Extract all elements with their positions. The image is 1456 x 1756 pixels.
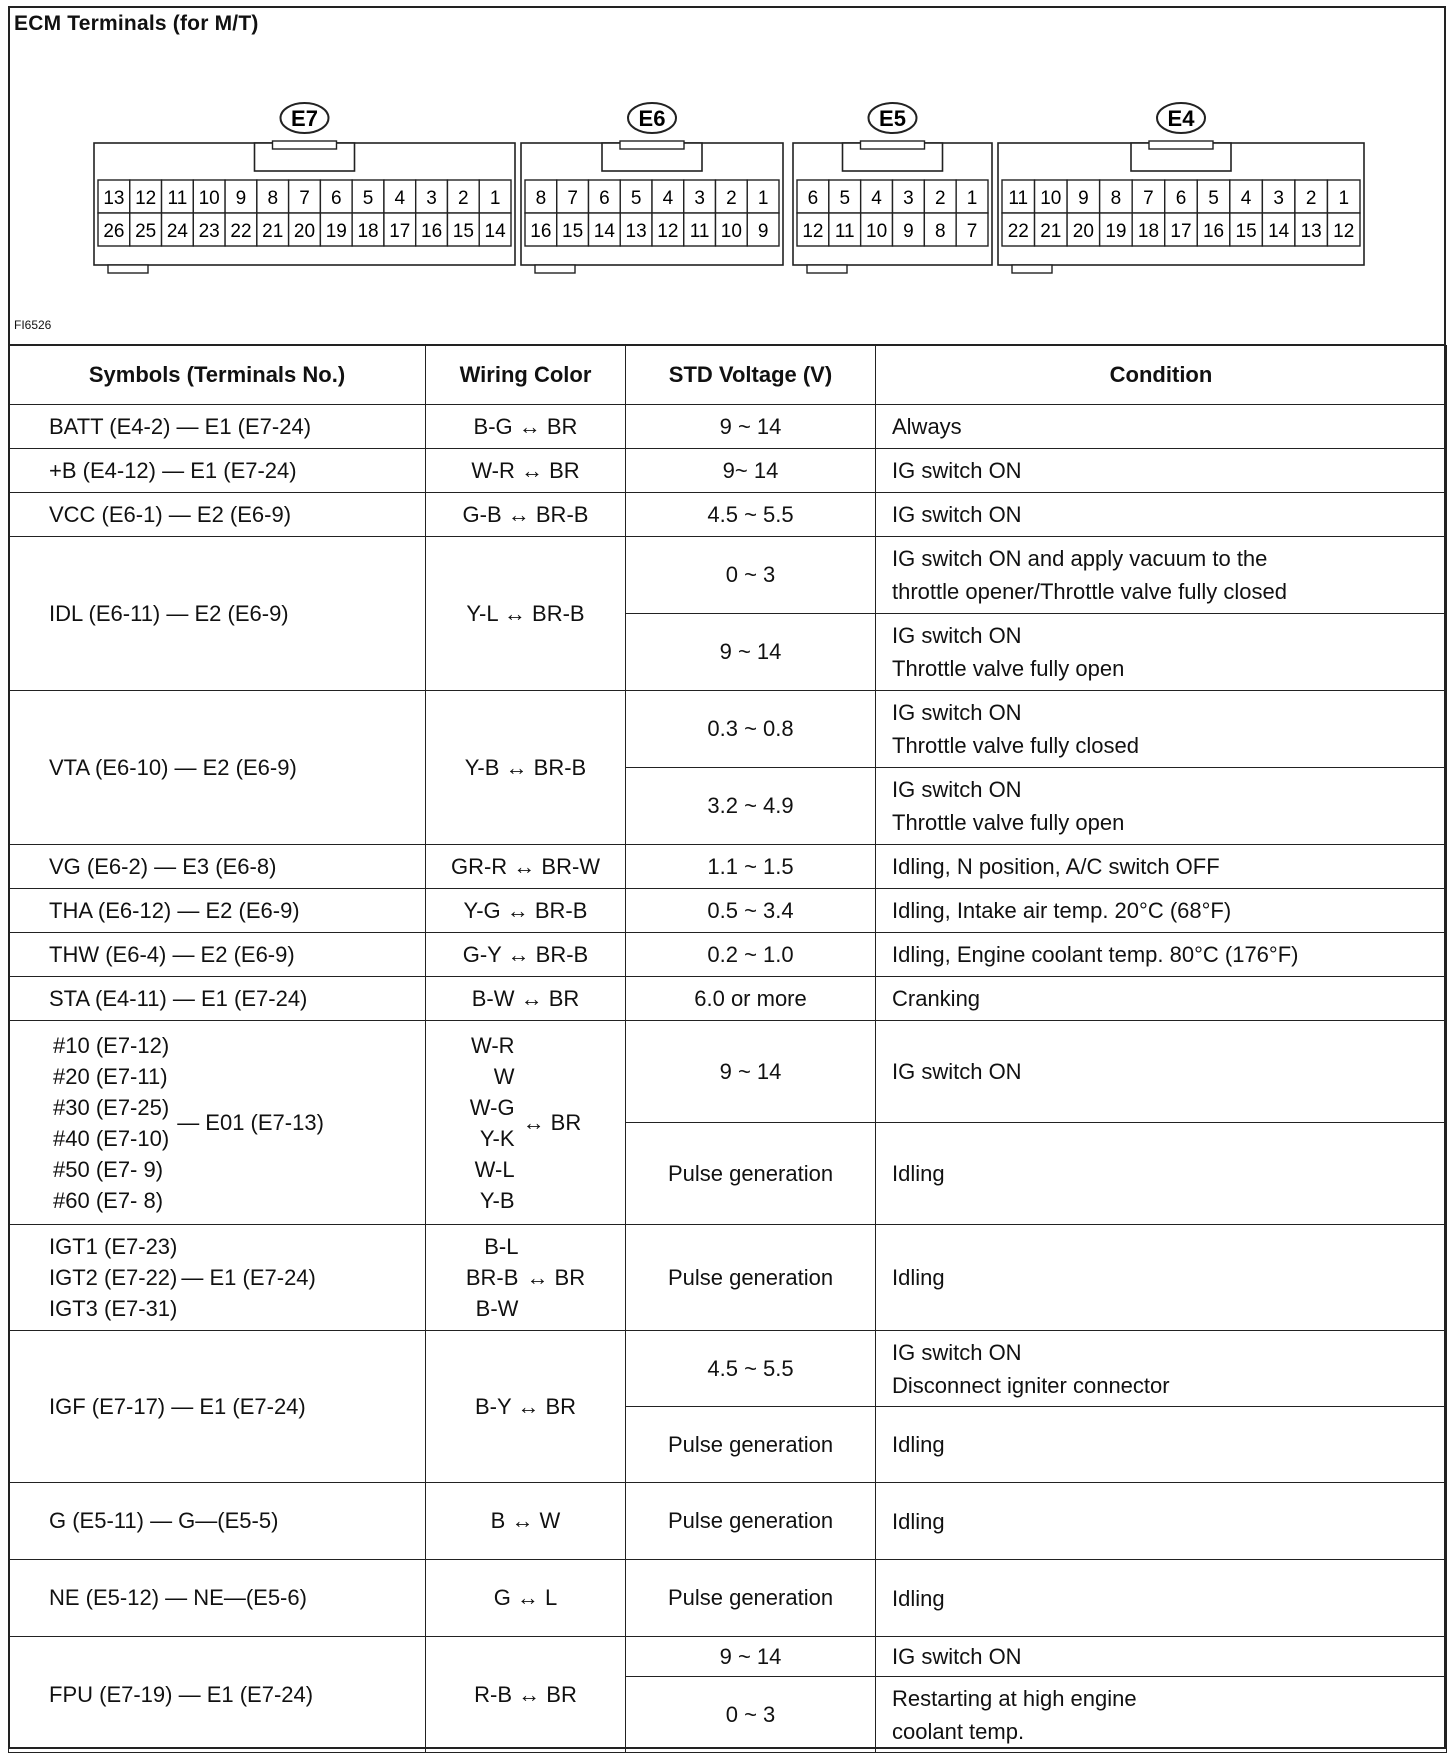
condition-cell: IG switch ON <box>876 493 1447 537</box>
condition-cell: Idling, Intake air temp. 20°C (68°F) <box>876 889 1447 933</box>
symbols-cell: IDL (E6-11) — E2 (E6-9) <box>9 537 426 691</box>
voltage-cell: 9 ~ 14 <box>626 1021 876 1123</box>
pin-number: 21 <box>262 221 284 242</box>
symbol-common: — E01 (E7-13) <box>177 1109 324 1135</box>
symbols-cell: G (E5-11) — G—(E5-5) <box>9 1483 426 1560</box>
pin-number: 6 <box>599 188 610 209</box>
connector-latch-tab <box>620 141 684 149</box>
symbols-cell: VG (E6-2) — E3 (E6-8) <box>9 845 426 889</box>
pin-number: 8 <box>535 188 547 209</box>
table-row <box>9 1021 1447 1123</box>
pin-number: 10 <box>1040 188 1062 209</box>
pin-number: 15 <box>1235 221 1257 242</box>
wiring-list <box>470 1030 515 1216</box>
pin-number: 4 <box>1240 188 1252 209</box>
condition-line: Throttle valve fully open <box>892 656 1125 681</box>
condition-cell: Cranking <box>876 977 1447 1021</box>
condition-line: IG switch ON <box>892 777 1022 802</box>
condition-cell: Always <box>876 405 1447 449</box>
pin-number: 19 <box>325 221 347 242</box>
pin-number: 16 <box>1202 221 1225 242</box>
symbols-cell: FPU (E7-19) — E1 (E7-24) <box>9 1637 426 1753</box>
symbol-line: #50 (E7- 9) <box>53 1156 164 1182</box>
pin-number: 13 <box>625 221 647 242</box>
wiring-line: B-L <box>484 1234 519 1259</box>
connector-latch-tab <box>273 141 337 149</box>
pin-number: 8 <box>1110 188 1122 209</box>
pin-number: 14 <box>484 221 506 242</box>
symbol-line: #60 (E7- 8) <box>53 1187 164 1213</box>
voltage-cell: 0.2 ~ 1.0 <box>626 933 876 977</box>
pin-number: 3 <box>1273 188 1284 209</box>
table-header-row <box>9 346 1447 405</box>
wiring-cell: B-Y ↔ BR <box>426 1331 626 1483</box>
pin-number: 5 <box>630 188 642 209</box>
voltage-cell: 4.5 ~ 5.5 <box>626 1331 876 1407</box>
table-row <box>9 537 1447 614</box>
pin-number: 15 <box>562 221 584 242</box>
pin-number: 12 <box>802 221 824 242</box>
voltage-cell: 0.3 ~ 0.8 <box>626 691 876 768</box>
condition-cell <box>876 768 1447 845</box>
pin-number: 22 <box>1007 221 1029 242</box>
pin-number: 9 <box>757 221 769 242</box>
pin-number: 10 <box>866 221 888 242</box>
wiring-line: W <box>493 1063 515 1089</box>
pin-number: 14 <box>1268 221 1290 242</box>
wiring-cell <box>426 1225 626 1331</box>
condition-line: coolant temp. <box>892 1718 1025 1744</box>
voltage-cell: Pulse generation <box>626 1407 876 1483</box>
pin-number: 2 <box>726 188 737 209</box>
pin-number: 17 <box>1170 221 1192 242</box>
symbols-cell: THA (E6-12) — E2 (E6-9) <box>9 889 426 933</box>
wiring-cell: Y-L ↔ BR-B <box>426 537 626 691</box>
symbol-line: IGT1 (E7-23) <box>49 1234 178 1259</box>
connector-foot <box>1012 265 1052 273</box>
pin-number: 1 <box>966 188 978 209</box>
pin-number: 2 <box>934 188 946 209</box>
condition-cell: Idling <box>876 1483 1447 1560</box>
pin-number: 10 <box>720 221 742 242</box>
table-row <box>9 449 1447 493</box>
connector-foot <box>807 265 847 273</box>
wiring-line: W-G <box>469 1094 515 1120</box>
pin-number: 21 <box>1040 221 1062 242</box>
pin-number: 3 <box>903 188 914 209</box>
pin-number: 7 <box>567 188 578 209</box>
condition-cell: IG switch ON <box>876 1021 1447 1123</box>
pin-number: 12 <box>1333 221 1355 242</box>
pin-number: 4 <box>662 188 674 209</box>
condition-line: IG switch ON <box>892 700 1022 725</box>
condition-line: IG switch ON <box>892 623 1022 648</box>
wiring-line: Y-B <box>479 1187 515 1213</box>
pin-number: 2 <box>1305 188 1317 209</box>
condition-cell: Idling <box>876 1407 1447 1483</box>
condition-line: throttle opener/Throttle valve fully closed <box>892 579 1287 604</box>
condition-cell: Idling <box>876 1123 1447 1225</box>
pin-number: 2 <box>458 188 469 209</box>
voltage-cell: 9~ 14 <box>626 449 876 493</box>
pin-number: 19 <box>1105 221 1127 242</box>
voltage-cell: 3.2 ~ 4.9 <box>626 768 876 845</box>
pin-number: 26 <box>103 221 125 242</box>
connector-label: E6 <box>638 106 666 131</box>
pin-number: 20 <box>293 221 316 242</box>
wiring-line: W-L <box>474 1156 515 1182</box>
pin-number: 1 <box>489 188 501 209</box>
voltage-cell: Pulse generation <box>626 1123 876 1225</box>
pin-number: 11 <box>834 221 855 242</box>
pin-number: 10 <box>198 188 220 209</box>
voltage-cell: 4.5 ~ 5.5 <box>626 493 876 537</box>
igt-symbol-list <box>49 1231 177 1324</box>
pin-number: 16 <box>530 221 552 242</box>
table-row <box>9 493 1447 537</box>
pin-number: 18 <box>357 221 379 242</box>
symbols-cell: BATT (E4-2) — E1 (E7-24) <box>9 405 426 449</box>
condition-line: Restarting at high engine <box>892 1685 1137 1711</box>
symbol-line: IGT3 (E7-31) <box>49 1296 178 1321</box>
pin-number: 4 <box>871 188 882 209</box>
wiring-line: BR-B <box>465 1265 519 1290</box>
condition-line: Throttle valve fully open <box>892 810 1125 835</box>
voltage-cell: Pulse generation <box>626 1560 876 1637</box>
connector-label: E7 <box>291 106 318 131</box>
voltage-cell: 9 ~ 14 <box>626 614 876 691</box>
pin-number: 12 <box>657 221 679 242</box>
wiring-cell <box>426 1021 626 1225</box>
pin-number: 1 <box>1338 188 1350 209</box>
table-row <box>9 933 1447 977</box>
pin-number: 11 <box>689 221 710 242</box>
symbol-common: — E1 (E7-24) <box>181 1264 316 1290</box>
connector-diagram <box>0 0 1456 345</box>
pin-number: 18 <box>1137 221 1160 242</box>
table-row <box>9 405 1447 449</box>
wiring-line: B-W <box>475 1296 519 1321</box>
symbols-cell: +B (E4-12) — E1 (E7-24) <box>9 449 426 493</box>
pin-number: 20 <box>1072 221 1094 242</box>
condition-line: IG switch ON <box>892 1339 1022 1365</box>
condition-cell: Idling <box>876 1560 1447 1637</box>
symbol-line: #30 (E7-25) <box>53 1094 170 1120</box>
header-std-voltage: STD Voltage (V) <box>626 346 876 405</box>
wiring-cell: G-B ↔ BR-B <box>426 493 626 537</box>
diagram-title: ECM Terminals (for M/T) <box>14 12 259 35</box>
pin-number: 15 <box>452 221 474 242</box>
condition-cell: Idling, Engine coolant temp. 80°C (176°F) <box>876 933 1447 977</box>
table-row <box>9 1225 1447 1331</box>
header-condition: Condition <box>876 346 1447 405</box>
pin-number: 5 <box>362 188 374 209</box>
voltage-cell: 0.5 ~ 3.4 <box>626 889 876 933</box>
pin-number: 7 <box>1143 188 1154 209</box>
connector-label: E5 <box>879 106 906 131</box>
symbol-line: #20 (E7-11) <box>53 1063 168 1089</box>
connector-label: E4 <box>1167 106 1195 131</box>
voltage-cell: 0 ~ 3 <box>626 537 876 614</box>
wiring-common: ↔ BR <box>522 1109 582 1135</box>
wiring-common: ↔ BR <box>526 1264 586 1290</box>
voltage-cell: 0 ~ 3 <box>626 1677 876 1753</box>
condition-cell: Idling <box>876 1225 1447 1331</box>
pin-number: 12 <box>135 188 157 209</box>
table-row <box>9 1637 1447 1677</box>
pin-number: 9 <box>235 188 247 209</box>
pin-number: 6 <box>1175 188 1187 209</box>
header-symbols: Symbols (Terminals No.) <box>9 346 426 405</box>
symbols-cell: STA (E4-11) — E1 (E7-24) <box>9 977 426 1021</box>
symbols-cell <box>9 1225 426 1331</box>
condition-cell <box>876 537 1447 614</box>
wiring-cell: Y-G ↔ BR-B <box>426 889 626 933</box>
pin-number: 17 <box>389 221 411 242</box>
table-row <box>9 977 1447 1021</box>
connector-foot <box>108 265 148 273</box>
table-row <box>9 845 1447 889</box>
pin-number: 24 <box>166 221 188 242</box>
connector-foot <box>535 265 575 273</box>
injector-symbol-list <box>53 1030 169 1216</box>
header-wiring-color: Wiring Color <box>426 346 626 405</box>
condition-cell <box>876 614 1447 691</box>
pin-number: 5 <box>839 188 851 209</box>
pin-number: 7 <box>966 221 978 242</box>
figure-code: FI6526 <box>14 318 52 332</box>
condition-line: Throttle valve fully closed <box>892 733 1139 758</box>
table-row <box>9 1483 1447 1560</box>
table-row <box>9 1331 1447 1407</box>
condition-cell <box>876 1677 1447 1753</box>
condition-cell <box>876 691 1447 768</box>
condition-cell: IG switch ON <box>876 449 1447 493</box>
pin-number: 13 <box>103 188 125 209</box>
symbols-cell: IGF (E7-17) — E1 (E7-24) <box>9 1331 426 1483</box>
wiring-cell: B-G ↔ BR <box>426 405 626 449</box>
wiring-cell: G-Y ↔ BR-B <box>426 933 626 977</box>
pin-number: 6 <box>807 188 819 209</box>
pin-number: 25 <box>135 221 157 242</box>
symbol-line: #40 (E7-10) <box>53 1125 170 1151</box>
table-row <box>9 1560 1447 1637</box>
voltage-cell: Pulse generation <box>626 1483 876 1560</box>
condition-cell: IG switch ON <box>876 1637 1447 1677</box>
pin-number: 4 <box>394 188 406 209</box>
pin-number: 22 <box>230 221 252 242</box>
symbols-cell <box>9 1021 426 1225</box>
pin-number: 7 <box>299 188 310 209</box>
pin-number: 11 <box>167 188 188 209</box>
wiring-cell: R-B ↔ BR <box>426 1637 626 1753</box>
wiring-cell: Y-B ↔ BR-B <box>426 691 626 845</box>
voltage-cell: 6.0 or more <box>626 977 876 1021</box>
pin-number: 16 <box>421 221 443 242</box>
symbol-line: #10 (E7-12) <box>53 1032 170 1058</box>
pin-number: 8 <box>934 221 946 242</box>
wiring-cell: B ↔ W <box>426 1483 626 1560</box>
pin-number: 5 <box>1208 188 1219 209</box>
condition-line: IG switch ON and apply vacuum to the <box>892 546 1268 571</box>
wiring-cell: GR-R ↔ BR-W <box>426 845 626 889</box>
terminal-table <box>8 345 1447 1753</box>
pin-number: 3 <box>694 188 705 209</box>
symbols-cell: NE (E5-12) — NE—(E5-6) <box>9 1560 426 1637</box>
table-row <box>9 691 1447 768</box>
condition-cell: Idling, N position, A/C switch OFF <box>876 845 1447 889</box>
wiring-cell: G ↔ L <box>426 1560 626 1637</box>
connector-latch-tab <box>861 141 925 149</box>
pin-number: 1 <box>757 188 769 209</box>
condition-line: Disconnect igniter connector <box>892 1372 1170 1398</box>
pin-number: 13 <box>1300 221 1322 242</box>
pin-number: 11 <box>1008 188 1029 209</box>
wiring-cell: B-W ↔ BR <box>426 977 626 1021</box>
pin-number: 9 <box>903 221 914 242</box>
pin-number: 8 <box>267 188 279 209</box>
pin-number: 9 <box>1078 188 1089 209</box>
wiring-list <box>466 1231 519 1324</box>
voltage-cell: 1.1 ~ 1.5 <box>626 845 876 889</box>
table-row <box>9 889 1447 933</box>
wiring-cell: W-R ↔ BR <box>426 449 626 493</box>
symbols-cell: THW (E6-4) — E2 (E6-9) <box>9 933 426 977</box>
voltage-cell: 9 ~ 14 <box>626 1637 876 1677</box>
wiring-line: W-R <box>470 1032 515 1058</box>
pin-number: 6 <box>330 188 342 209</box>
symbols-cell: VTA (E6-10) — E2 (E6-9) <box>9 691 426 845</box>
connector-latch-tab <box>1149 141 1213 149</box>
pin-number: 14 <box>593 221 615 242</box>
voltage-cell: 9 ~ 14 <box>626 405 876 449</box>
condition-cell <box>876 1331 1447 1407</box>
symbol-line: IGT2 (E7-22) <box>49 1265 178 1290</box>
wiring-line: Y-K <box>479 1125 515 1151</box>
pin-number: 3 <box>426 188 437 209</box>
pin-number: 23 <box>198 221 220 242</box>
symbols-cell: VCC (E6-1) — E2 (E6-9) <box>9 493 426 537</box>
voltage-cell: Pulse generation <box>626 1225 876 1331</box>
